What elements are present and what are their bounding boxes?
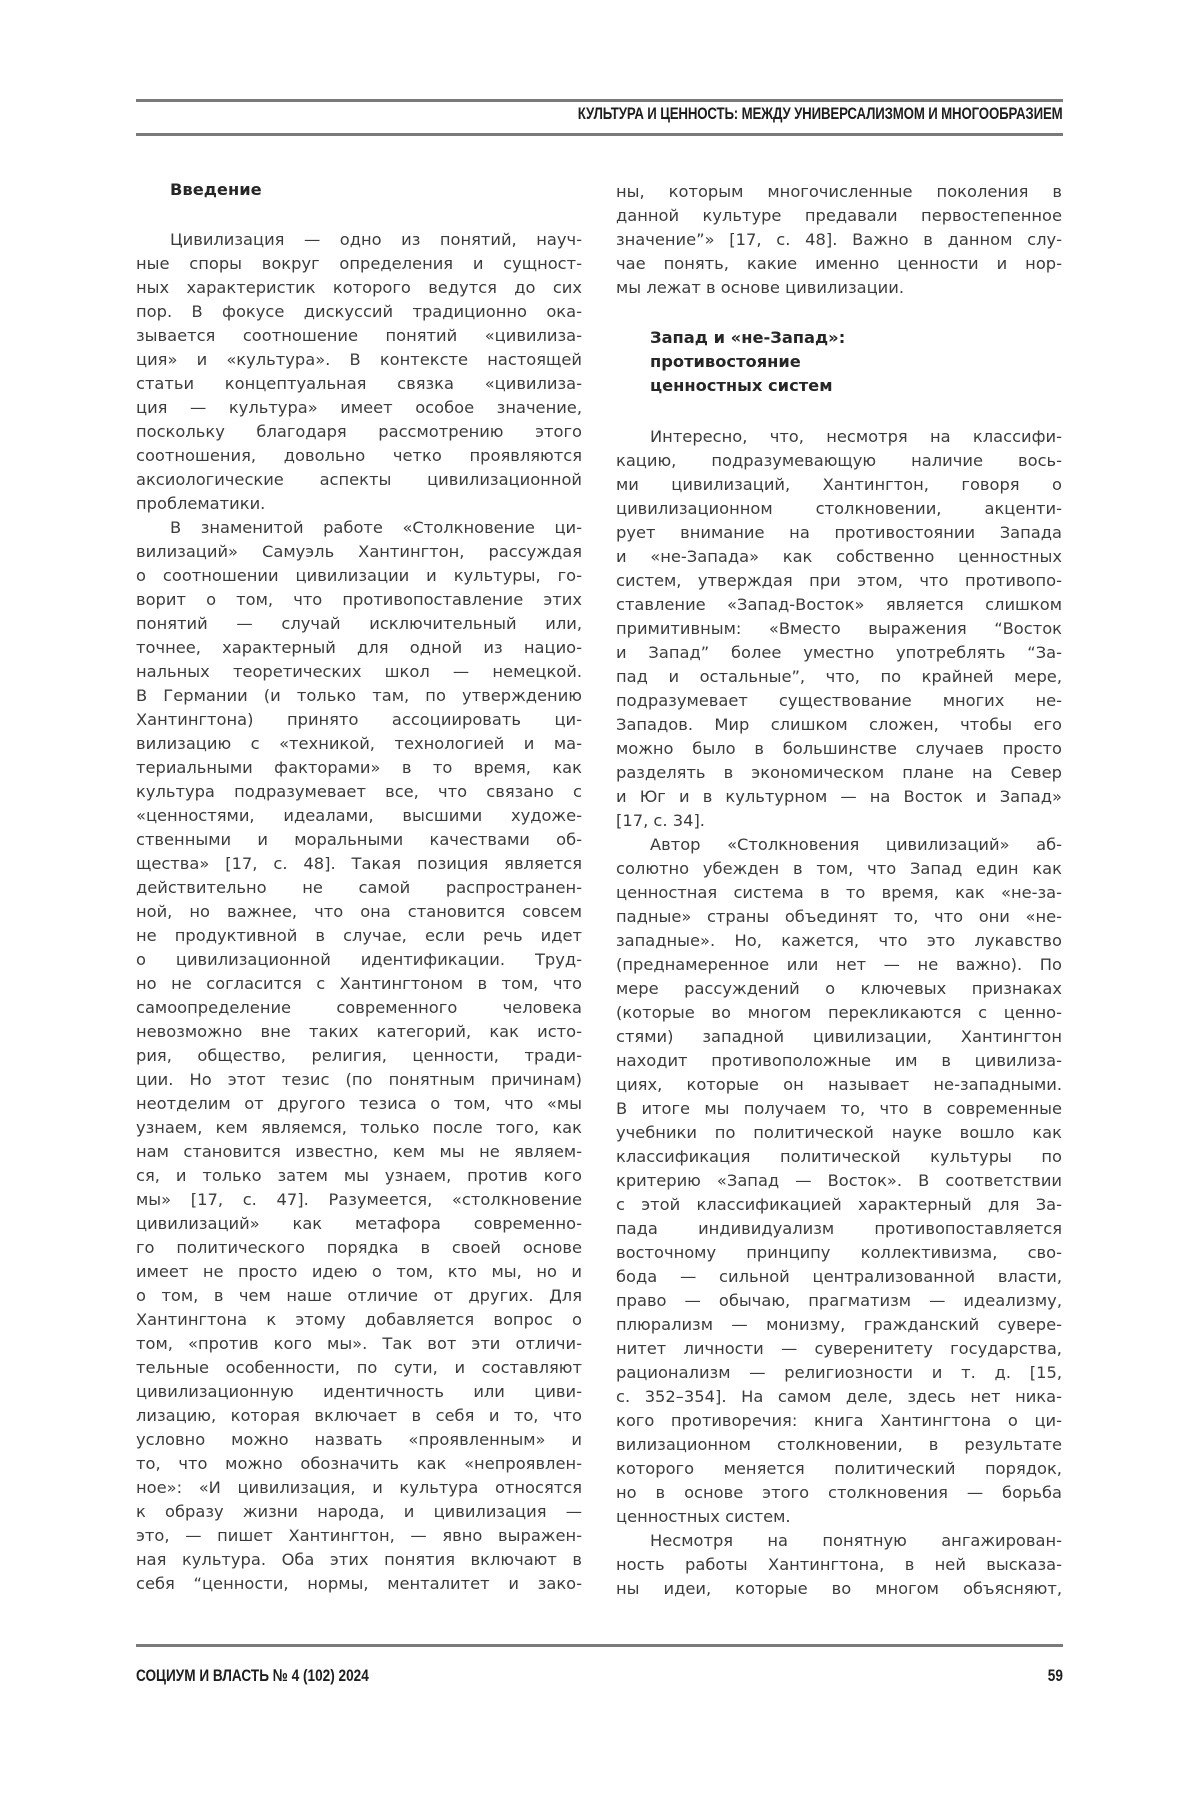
- text-line: (преднамеренное или нет — не важно). По: [616, 953, 1062, 977]
- text-line: невозможно вне таких категорий, как исто-: [136, 1020, 582, 1044]
- text-line: себя “ценности, нормы, менталитет и зако-: [136, 1572, 582, 1596]
- heading-line: Запад и «не-Запад»:: [616, 326, 1062, 350]
- text-line: понятий — случай исключительный или,: [136, 612, 582, 636]
- text-line: Хантингтона к этому добавляется вопрос о: [136, 1308, 582, 1332]
- text-line: примитивным: «Вместо выражения “Восток: [616, 617, 1062, 641]
- text-line: учебники по политической науке вошло как: [616, 1121, 1062, 1145]
- text-line: с этой классификацией характерный для За-: [616, 1193, 1062, 1217]
- text-line: находит противоположные им в цивилиза-: [616, 1049, 1062, 1073]
- text-line: мы лежат в основе цивилизации.: [616, 276, 1062, 300]
- paragraph: [616, 833, 1062, 1529]
- text-line: классификация политической культуры по: [616, 1145, 1062, 1169]
- text-line: ся, и только затем мы узнаем, против кого: [136, 1164, 582, 1188]
- text-line: ность работы Хантингтона, в ней высказа-: [616, 1553, 1062, 1577]
- section-heading: [616, 326, 1062, 398]
- text-line: ценностных систем.: [616, 1505, 1062, 1529]
- text-line: то, что можно обозначить как «непроявлен-: [136, 1452, 582, 1476]
- text-line: пад и остальные”, что, по крайней мере,: [616, 665, 1062, 689]
- text-line: значение”» [17, с. 48]. Важно в данном слу-: [616, 228, 1062, 252]
- text-line: о цивилизационной идентификации. Труд-: [136, 948, 582, 972]
- text-line: Интересно, что, несмотря на классифи-: [616, 425, 1062, 449]
- right-column: [616, 180, 1062, 1601]
- text-line: нам становится известно, кем мы не являем-: [136, 1140, 582, 1164]
- text-line: щества» [17, с. 48]. Такая позиция является: [136, 852, 582, 876]
- text-line: ставление «Запад-Восток» является слишком: [616, 593, 1062, 617]
- text-line: зывается соотношение понятий «цивилиза-: [136, 324, 582, 348]
- text-line: Цивилизация — одно из понятий, науч-: [136, 228, 582, 252]
- text-line: цивилизационном столкновении, акценти-: [616, 497, 1062, 521]
- text-line: вилизацию с «техникой, технологией и ма-: [136, 732, 582, 756]
- text-line: тельные особенности, по сути, и составляют: [136, 1356, 582, 1380]
- text-line: циях, которые он называет не-западными.: [616, 1073, 1062, 1097]
- text-line: неотделим от другого тезиса о том, что «мы: [136, 1092, 582, 1116]
- text-line: подразумевает существование многих не-: [616, 689, 1062, 713]
- text-line: нальных теоретических школ — немецкой.: [136, 660, 582, 684]
- text-line: поскольку благодаря рассмотрению этого: [136, 420, 582, 444]
- text-line: падные» страны объединят то, что они «не-: [616, 905, 1062, 929]
- text-line: и Запад” более уместно употреблять “За-: [616, 641, 1062, 665]
- text-line: к образу жизни народа, и цивилизация —: [136, 1500, 582, 1524]
- text-line: о соотношении цивилизации и культуры, го-: [136, 564, 582, 588]
- text-line: это, — пишет Хантингтон, — явно выражен-: [136, 1524, 582, 1548]
- text-line: чае понять, какие именно ценности и нор-: [616, 252, 1062, 276]
- text-line: соотношения, довольно четко проявляются: [136, 444, 582, 468]
- left-column: [136, 178, 582, 1596]
- text-line: бода — сильной централизованной власти,: [616, 1265, 1062, 1289]
- text-line: Несмотря на понятную ангажирован-: [616, 1529, 1062, 1553]
- text-line: мы» [17, с. 47]. Разумеется, «столкновение: [136, 1188, 582, 1212]
- text-line: ны, которым многочисленные поколения в: [616, 180, 1062, 204]
- paragraph: [136, 228, 582, 516]
- text-line: статьи концептуальная связка «цивилиза-: [136, 372, 582, 396]
- text-line: но не согласится с Хантингтоном в том, что: [136, 972, 582, 996]
- text-line: право — обычаю, прагматизм — идеализму,: [616, 1289, 1062, 1313]
- text-line: Западов. Мир слишком сложен, чтобы его: [616, 713, 1062, 737]
- text-line: пада индивидуализм противопоставляется: [616, 1217, 1062, 1241]
- text-line: териальными факторами» в то время, как: [136, 756, 582, 780]
- heading-line: противостояние: [616, 350, 1062, 374]
- text-line: вилизационном столкновении, в результате: [616, 1433, 1062, 1457]
- text-line: разделять в экономическом плане на Север: [616, 761, 1062, 785]
- header-bottom-rule: [136, 133, 1063, 136]
- text-line: проблематики.: [136, 492, 582, 516]
- text-line: кацию, подразумевающую наличие вось-: [616, 449, 1062, 473]
- text-line: вилизаций» Самуэль Хантингтон, рассуждая: [136, 540, 582, 564]
- text-line: (которые во многом перекликаются с ценно-: [616, 1001, 1062, 1025]
- text-line: узнаем, кем являемся, только после того, как: [136, 1116, 582, 1140]
- footer-rule: [136, 1644, 1063, 1647]
- text-line: ны идеи, которые во многом объясняют,: [616, 1577, 1062, 1601]
- text-line: ные споры вокруг определения и сущност-: [136, 252, 582, 276]
- text-line: ной, но важнее, что она становится совсем: [136, 900, 582, 924]
- text-line: стями) западной цивилизации, Хантингтон: [616, 1025, 1062, 1049]
- text-line: ных характеристик которого ведутся до сих: [136, 276, 582, 300]
- text-line: ворит о том, что противопоставление этих: [136, 588, 582, 612]
- text-line: восточному принципу коллективизма, сво-: [616, 1241, 1062, 1265]
- text-line: культура подразумевает все, что связано с: [136, 780, 582, 804]
- text-line: пор. В фокусе дискуссий традиционно ока-: [136, 300, 582, 324]
- text-line: солютно убежден в том, что Запад един как: [616, 857, 1062, 881]
- paragraph: [136, 516, 582, 1596]
- text-line: можно было в большинстве случаев просто: [616, 737, 1062, 761]
- text-line: с. 352–354]. На самом деле, здесь нет ника-: [616, 1385, 1062, 1409]
- text-line: о том, в чем наше отличие от других. Для: [136, 1284, 582, 1308]
- text-line: имеет не просто идею о том, кто мы, но и: [136, 1260, 582, 1284]
- text-line: самоопределение современного человека: [136, 996, 582, 1020]
- text-line: данной культуре предавали первостепенное: [616, 204, 1062, 228]
- text-line: Хантингтона) принято ассоциировать ци-: [136, 708, 582, 732]
- text-line: действительно не самой распространен-: [136, 876, 582, 900]
- text-line: цивилизаций» как метафора современно-: [136, 1212, 582, 1236]
- text-line: го политического порядка в своей основе: [136, 1236, 582, 1260]
- running-title: КУЛЬТУРА И ЦЕННОСТЬ: МЕЖДУ УНИВЕРСАЛИЗМОМ И МНОГООБРАЗИЕМ: [578, 104, 1063, 124]
- text-line: критерию «Запад — Восток». В соответствии: [616, 1169, 1062, 1193]
- text-line: ции. Но этот тезис (по понятным причинам): [136, 1068, 582, 1092]
- heading-line: ценностных систем: [616, 374, 1062, 398]
- text-line: нитет личности — суверенитету государства,: [616, 1337, 1062, 1361]
- text-line: но в основе этого столкновения — борьба: [616, 1481, 1062, 1505]
- page-number: 59: [1048, 1666, 1063, 1686]
- text-line: рия, общество, религия, ценности, тради-: [136, 1044, 582, 1068]
- journal-issue: СОЦИУМ И ВЛАСТЬ № 4 (102) 2024: [136, 1666, 369, 1686]
- header-top-rule: [136, 99, 1063, 102]
- text-line: ная культура. Оба этих понятия включают в: [136, 1548, 582, 1572]
- text-line: ми цивилизаций, Хантингтон, говоря о: [616, 473, 1062, 497]
- text-line: цивилизационную идентичность или циви-: [136, 1380, 582, 1404]
- text-line: В итоге мы получаем то, что в современные: [616, 1097, 1062, 1121]
- text-line: условно можно назвать «проявленным» и: [136, 1428, 582, 1452]
- text-line: лизацию, которая включает в себя и то, что: [136, 1404, 582, 1428]
- text-line: и Юг и в культурном — на Восток и Запад»: [616, 785, 1062, 809]
- text-line: систем, утверждая при этом, что противопо-: [616, 569, 1062, 593]
- paragraph: [616, 1529, 1062, 1601]
- text-line: «ценностями, идеалами, высшими художе-: [136, 804, 582, 828]
- text-line: аксиологические аспекты цивилизационной: [136, 468, 582, 492]
- heading-line: Введение: [136, 178, 582, 202]
- text-line: рационализм — религиозности и т. д. [15,: [616, 1361, 1062, 1385]
- section-heading: [136, 178, 582, 202]
- paragraph: [616, 180, 1062, 300]
- text-line: Автор «Столкновения цивилизаций» аб-: [616, 833, 1062, 857]
- text-line: которого меняется политический порядок,: [616, 1457, 1062, 1481]
- text-line: ценностная система в то время, как «не-за-: [616, 881, 1062, 905]
- paragraph: [616, 425, 1062, 833]
- text-line: ция — культура» имеет особое значение,: [136, 396, 582, 420]
- text-line: ное»: «И цивилизация, и культура относятся: [136, 1476, 582, 1500]
- text-line: плюрализм — монизму, гражданский сувере-: [616, 1313, 1062, 1337]
- text-line: [17, с. 34].: [616, 809, 1062, 833]
- text-line: В Германии (и только там, по утверждению: [136, 684, 582, 708]
- text-line: и «не-Запада» как собственно ценностных: [616, 545, 1062, 569]
- text-line: том, «против кого мы». Так вот эти отличи-: [136, 1332, 582, 1356]
- text-line: не продуктивной в случае, если речь идет: [136, 924, 582, 948]
- text-line: западные». Но, кажется, что это лукавство: [616, 929, 1062, 953]
- text-line: ственными и моральными качествами об-: [136, 828, 582, 852]
- text-line: точнее, характерный для одной из нацио-: [136, 636, 582, 660]
- text-line: мере рассуждений о ключевых признаках: [616, 977, 1062, 1001]
- text-line: ция» и «культура». В контексте настоящей: [136, 348, 582, 372]
- text-line: В знаменитой работе «Столкновение ци-: [136, 516, 582, 540]
- text-line: рует внимание на противостоянии Запада: [616, 521, 1062, 545]
- text-line: кого противоречия: книга Хантингтона о ци-: [616, 1409, 1062, 1433]
